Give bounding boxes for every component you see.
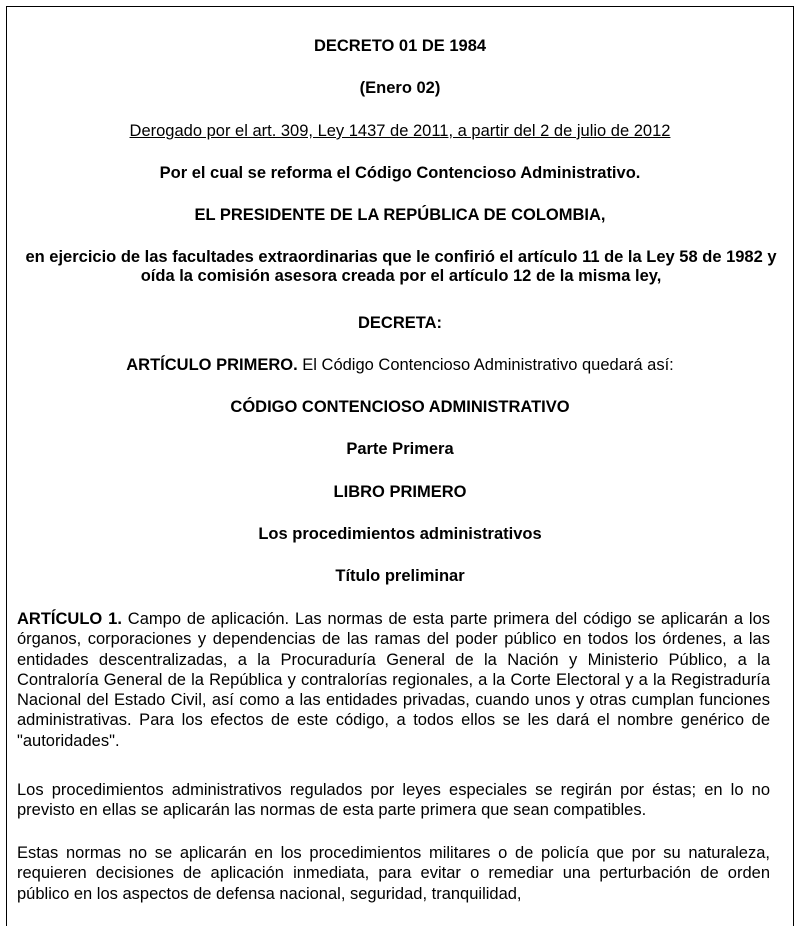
title-section-heading: Título preliminar xyxy=(335,567,465,585)
decree-subject: Por el cual se reforma el Código Contencioso Administrativo. xyxy=(159,164,641,182)
decree-title: DECRETO 01 DE 1984 xyxy=(313,37,487,55)
derogation-note: Derogado por el art. 309, Ley 1437 de 2011, a partir del 2 de julio de 2012 xyxy=(129,122,671,140)
code-title: CÓDIGO CONTENCIOSO ADMINISTRATIVO xyxy=(230,398,570,416)
part-heading: Parte Primera xyxy=(346,440,454,458)
article-1-paragraph xyxy=(17,609,770,751)
paragraph-special-procedures: Los procedimientos administrativos regulados por leyes especiales se regirán por éstas; en lo no previsto en ellas se aplicarán las normas de esta parte primera que sean compatibles. xyxy=(17,781,770,820)
document-page xyxy=(6,6,794,926)
preamble: en ejercicio de las facultades extraordinarias que le confirió el artículo 11 de la Ley 58 de 1982 y oída la comisión asesora creada por el artículo 12 de la misma ley, xyxy=(25,248,777,285)
article-primero xyxy=(7,356,793,375)
issuing-authority: EL PRESIDENTE DE LA REPÚBLICA DE COLOMBIA, xyxy=(194,206,606,224)
book-heading: LIBRO PRIMERO xyxy=(333,483,467,501)
article-1-text: Campo de aplicación. Las normas de esta parte primera del código se aplicarán a los órganos, corporaciones y dependencias de las ramas del poder público en todos los órdenes, a las entidades descentralizadas, a la Procuraduría General de la Nación y Ministerio Público, a la Contraloría General de la República y contralorías regionales, a la Corte Electoral y a la Registraduría Nacional del Estado Civil, así como a las entidades privadas, cuando unos y otras cumplan funciones administrativas. Para los efectos de este código, a todos ellos se les dará el nombre genérico de "autoridades". xyxy=(17,610,770,750)
article-primero-label: ARTÍCULO PRIMERO. xyxy=(126,356,298,374)
book-subject-heading: Los procedimientos administrativos xyxy=(258,525,542,543)
paragraph-exclusions: Estas normas no se aplicarán en los procedimientos militares o de policía que por su naturaleza, requieren decisiones de aplicación inmediata, para evitar o remediar una perturbación de orden público en los aspectos de defensa nacional, seguridad, tranquilidad, xyxy=(17,844,770,903)
decree-date: (Enero 02) xyxy=(359,79,441,97)
decreta-heading: DECRETA: xyxy=(357,314,443,332)
article-primero-text: El Código Contencioso Administrativo quedará así: xyxy=(297,356,674,374)
article-1-label: ARTÍCULO 1. xyxy=(17,610,122,628)
